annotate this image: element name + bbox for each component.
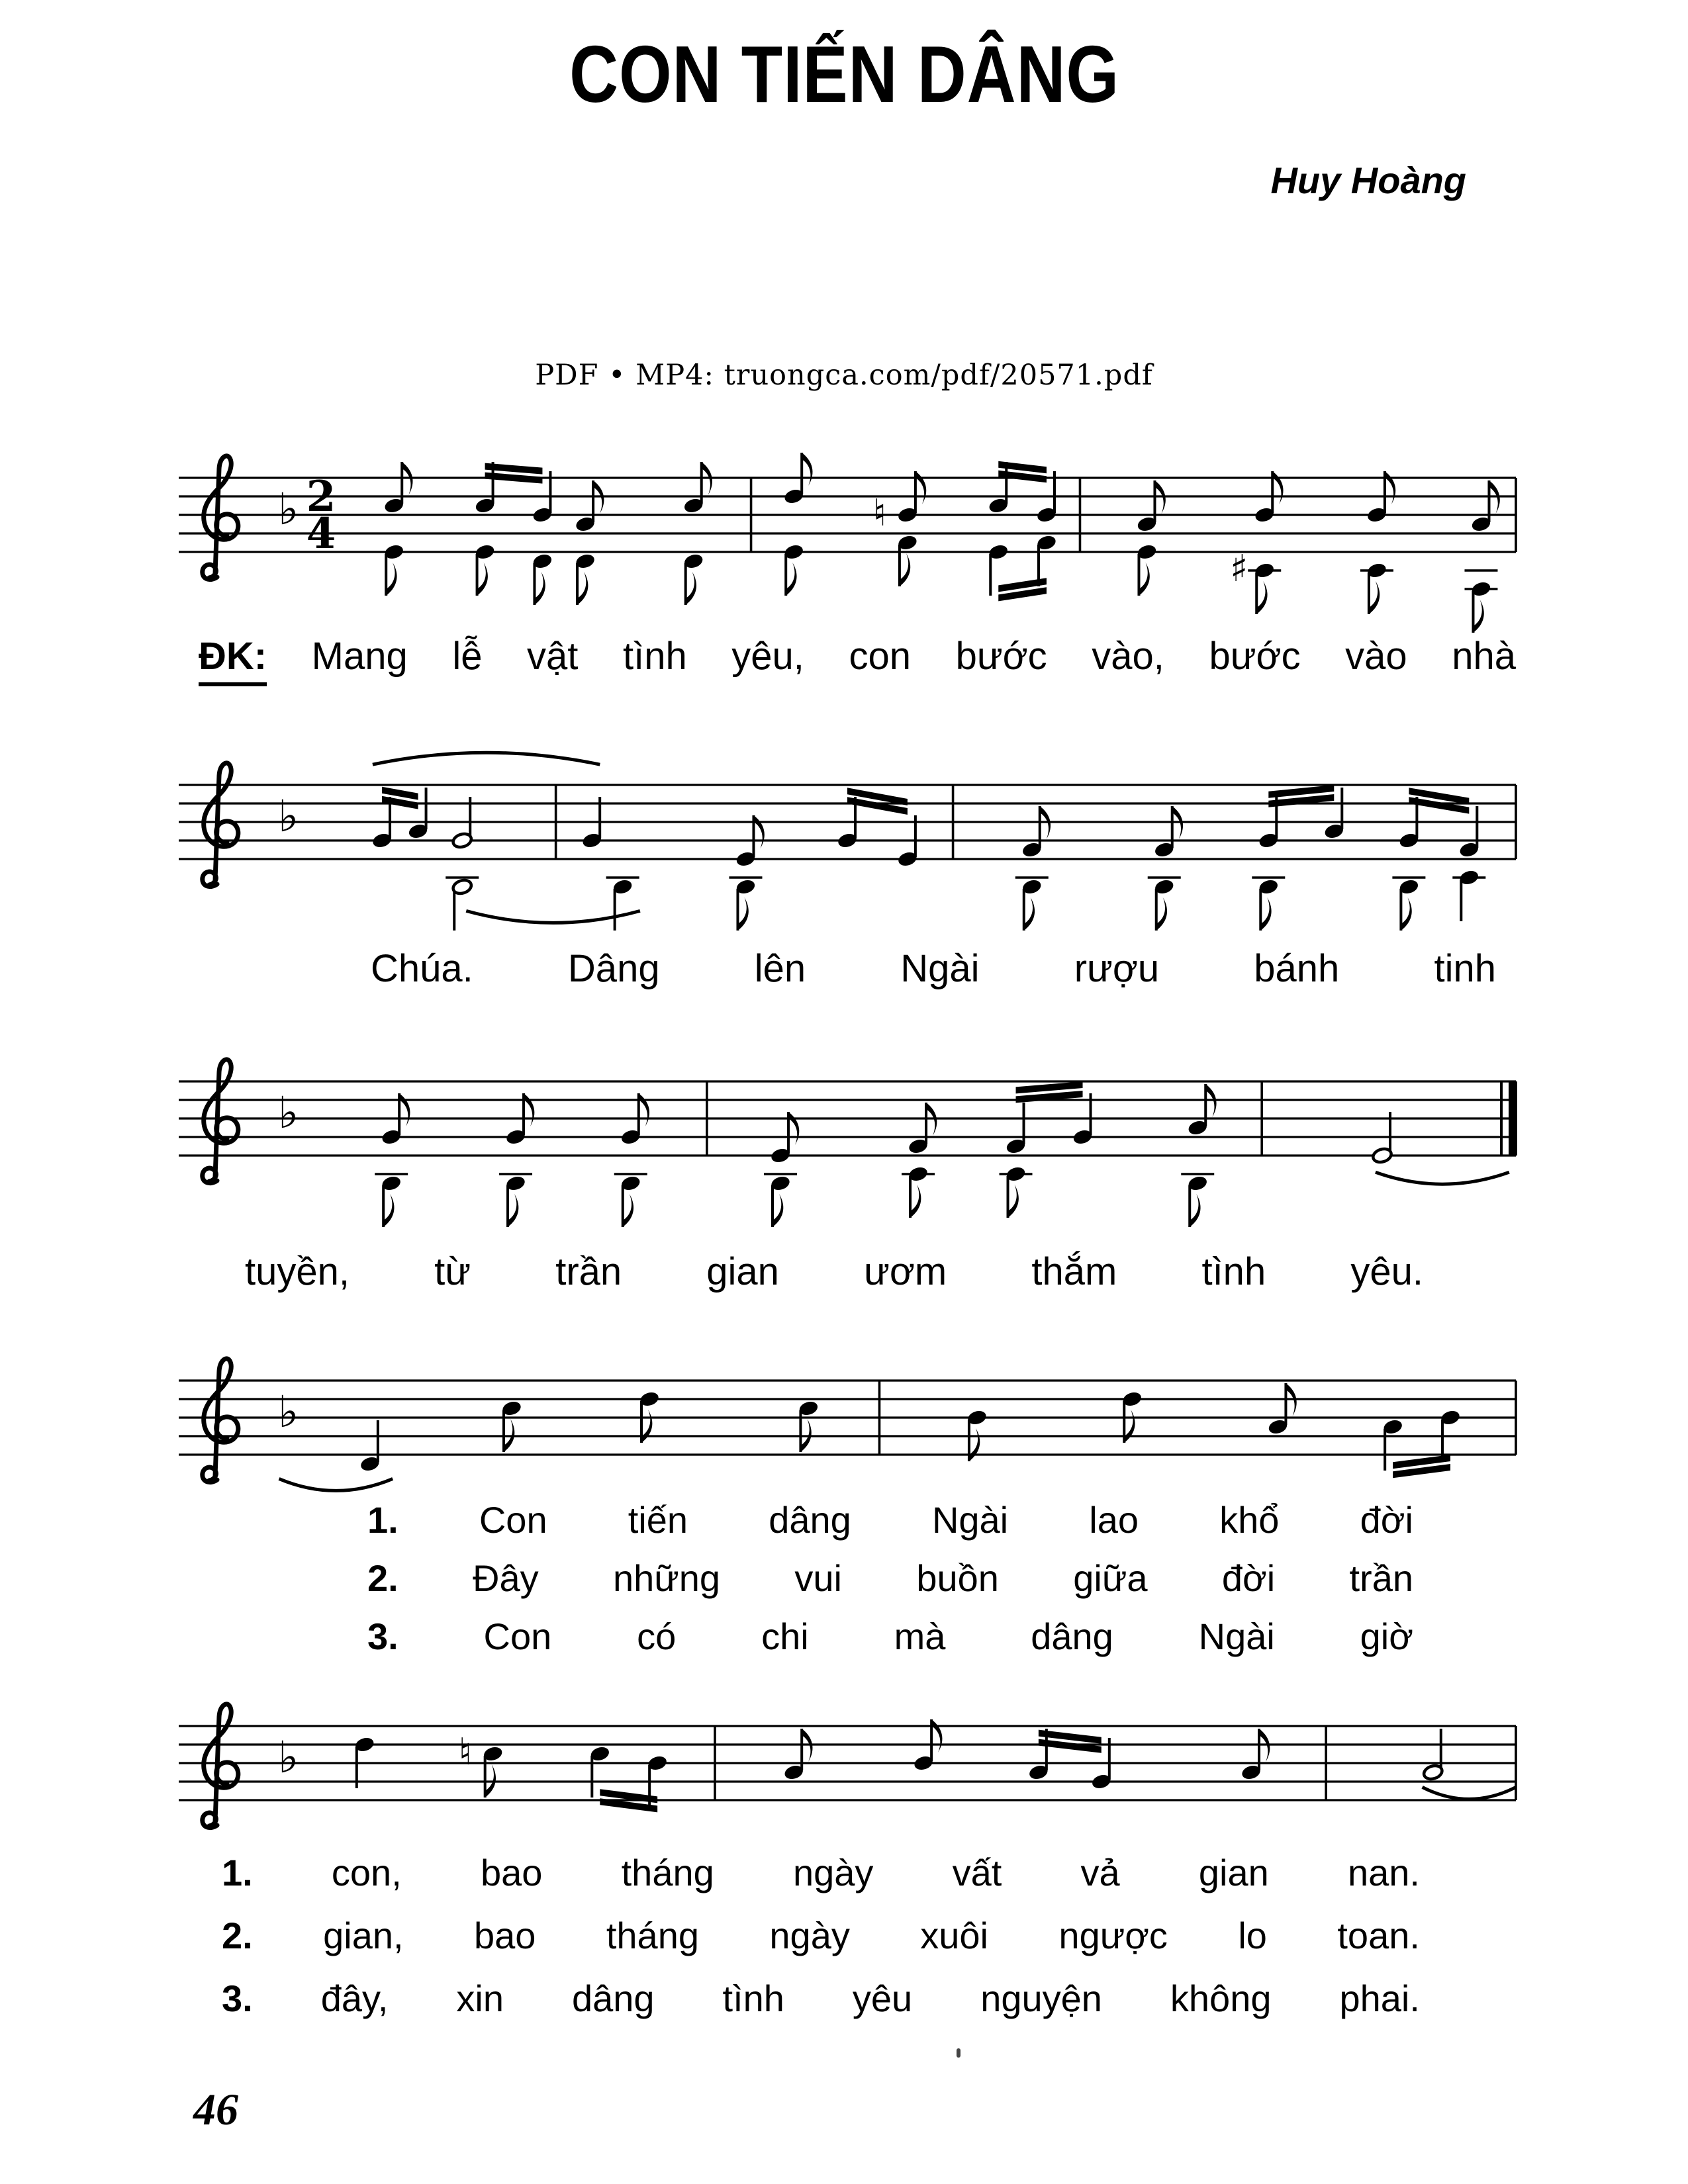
accidental-natural: ♮ [872,492,886,535]
pdf-link-text: PDF • MP4: truongca.com/pdf/20571.pdf [535,359,1153,392]
note-head [1470,516,1492,533]
lyric-word: tinh [1434,947,1496,990]
lyric-word: yêu, [731,635,804,678]
lyric-word: giờ [1360,1615,1413,1657]
verse-lower-line-3 [222,1976,1420,2022]
note-head [770,1175,792,1193]
accidental-natural: ♮ [458,1731,472,1774]
note-head [1470,580,1492,598]
lyric-word: lễ [452,635,483,678]
note-head [735,850,757,868]
lyric-word: đời [1360,1499,1413,1541]
key-signature-flat: ♭ [278,484,299,535]
verse-number: 3. [367,1615,399,1657]
lyric-word: xuôi [920,1915,988,1956]
lyric-word: Ngài [931,1499,1009,1541]
scan-speckle [957,2048,961,2058]
lyric-word: Đây [473,1557,539,1599]
note-head [381,1175,402,1193]
lyric-word: tình [622,635,687,678]
note-head [1187,1175,1209,1193]
note-head [612,878,633,896]
lyric-word: tháng [621,1852,714,1893]
lyric-word: bước [955,635,1047,678]
verse-number: 3. [222,1978,253,2019]
lyric-line-refrain-2 [371,945,1496,993]
lyric-word: vui [794,1557,842,1599]
lyric-word: buồn [916,1557,999,1599]
note-head [897,506,919,524]
key-signature-flat: ♭ [278,1732,299,1783]
music-staff-4 [152,1334,1556,1592]
note-head [1136,516,1158,533]
composer-name: Huy Hoàng [1270,159,1466,201]
note-head [1028,1764,1050,1782]
lyric-word: tháng [606,1915,699,1956]
note-head [1372,1147,1393,1165]
refrain-label: ĐK: [199,633,267,686]
note-head [359,1455,381,1473]
lyric-word: xin [456,1978,504,2019]
note-head [798,1400,820,1418]
verse-number: 1. [367,1499,399,1541]
note-head [913,1754,935,1772]
note-head [897,850,919,868]
lyric-word: lo [1238,1915,1267,1956]
note-head [1072,1128,1094,1146]
note-head [783,1764,805,1782]
lyric-word: trần [1349,1557,1413,1599]
lyric-word: toan. [1337,1915,1420,1956]
note-head [988,543,1009,561]
lyric-line-refrain-3 [245,1248,1423,1297]
note-head [501,1400,523,1418]
verse-number: 2. [222,1915,253,1956]
lyric-word: chi [761,1615,809,1657]
svg-text:2: 2 [306,472,336,522]
note-head [647,1754,669,1772]
lyric-word: giữa [1073,1557,1148,1599]
page-title [0,28,1688,120]
page-number: 46 [193,2084,238,2134]
note-head [1121,1390,1143,1408]
lyric-word: đây, [320,1978,389,2019]
song-title-text: CON TIẾN DÂNG [569,29,1119,119]
lyric-word: dâng [769,1499,851,1541]
note-head [1254,506,1276,524]
verse-number: 2. [367,1557,399,1599]
lyric-word: vả [1080,1852,1120,1893]
lyric-word: vất [952,1852,1002,1893]
note-head [837,832,859,850]
lyric-word: yêu [852,1978,913,2019]
lyric-word: yêu. [1350,1250,1423,1293]
note-head [1267,1418,1289,1436]
lyric-word: những [612,1557,721,1599]
lyric-word: lao [1089,1499,1139,1541]
lyric-line-refrain-1 [199,633,1516,686]
lyric-word: từ [434,1250,471,1293]
lyric-word: ngày [792,1852,874,1893]
note-head [589,1745,611,1763]
note-head [581,832,603,850]
verse-upper-line-1 [367,1497,1413,1543]
note-head [783,543,805,561]
note-head [620,1128,642,1146]
note-head [1366,506,1388,524]
note-head [505,1128,527,1146]
note-head [1398,832,1420,850]
note-head [482,1745,504,1763]
note-head [682,497,704,515]
note-head [1153,878,1175,896]
note-head [1323,823,1345,841]
lyric-word: trần [555,1250,622,1293]
lyric-word: gian [706,1250,779,1293]
lyric-word: con [849,635,911,678]
lyric-word: rượu [1074,947,1160,990]
note-head [474,543,496,561]
note-head [1091,1773,1113,1791]
note-head [407,823,429,841]
note-head [1153,841,1175,859]
lyric-word: nan. [1347,1852,1420,1893]
note-head [381,1128,402,1146]
lyric-word: thắm [1031,1250,1117,1293]
note-head [1036,506,1058,524]
lyric-word: ngày [769,1915,850,1956]
note-head [1382,1418,1404,1436]
note-head [1021,878,1043,896]
key-signature-flat: ♭ [278,791,299,842]
lyric-word: dâng [1031,1615,1113,1657]
lyric-word: phai. [1339,1978,1420,2019]
lyric-word: bánh [1254,947,1340,990]
lyric-word: Dâng [567,947,660,990]
note-head [451,878,473,896]
lyric-word: gian, [323,1915,404,1956]
lyric-word: vật [527,635,579,678]
note-head [1005,1138,1027,1156]
note-head [682,553,704,570]
note-head [770,1147,792,1165]
verse-lower-line-2 [222,1913,1420,1959]
note-head [1258,878,1280,896]
note-head [575,516,596,533]
note-head [908,1165,929,1183]
verse-lower-line-1 [222,1850,1420,1896]
note-head [1423,1764,1444,1782]
lyric-word: ươm [864,1250,947,1293]
note-head [371,832,393,850]
verse-upper-line-2 [367,1555,1413,1602]
note-head [783,488,805,506]
note-head [383,497,405,515]
lyric-word: Mang [311,635,408,678]
lyric-word: tiến [628,1499,688,1541]
lyric-word: nguyện [980,1978,1102,2019]
accidental-sharp: ♯ [1230,547,1248,590]
lyric-word: Chúa. [371,947,473,990]
note-head [1005,1165,1027,1183]
note-head [639,1390,661,1408]
key-signature-flat: ♭ [278,1087,299,1138]
note-head [575,553,596,570]
key-signature-flat: ♭ [278,1387,299,1437]
note-head [354,1736,376,1754]
note-head [383,543,405,561]
music-staff-5 [152,1680,1556,1938]
verse-number: 1. [222,1852,253,1893]
lyric-word: tình [722,1978,784,2019]
note-head [988,497,1009,515]
note-head [451,832,473,850]
lyric-word: khổ [1219,1499,1280,1541]
note-head [1021,841,1043,859]
verse-upper-line-3 [367,1614,1413,1660]
note-head [735,878,757,896]
lyric-word: bước [1209,635,1301,678]
note-head [1254,562,1276,580]
note-head [1366,562,1388,580]
lyric-word: ngược [1058,1915,1168,1956]
lyric-word: Con [479,1499,547,1541]
note-head [1036,534,1058,552]
lyric-word: có [637,1615,677,1657]
lyric-word: mà [894,1615,946,1657]
lyric-word: tình [1201,1250,1266,1293]
lyric-word: lên [754,947,806,990]
note-head [1440,1409,1462,1427]
lyric-word: không [1170,1978,1272,2019]
lyric-word: bao [480,1852,543,1893]
lyric-word: tuyền, [245,1250,350,1293]
lyric-word: nhà [1452,635,1516,678]
note-head [966,1409,988,1427]
note-head [1241,1764,1262,1782]
note-head [1258,832,1280,850]
lyric-word: Ngài [900,947,980,990]
note-head [1136,543,1158,561]
note-head [897,534,919,552]
lyric-word: Con [483,1615,552,1657]
note-head [532,506,553,524]
lyric-word: vào, [1092,635,1164,678]
lyric-word: đời [1221,1557,1276,1599]
lyric-word: dâng [571,1978,655,2019]
note-head [908,1138,929,1156]
note-head [1187,1119,1209,1137]
note-head [1458,869,1480,887]
svg-text:4: 4 [306,509,336,559]
lyric-word: vào [1345,635,1407,678]
lyric-word: gian [1198,1852,1269,1893]
note-head [620,1175,642,1193]
lyric-word: Ngài [1198,1615,1275,1657]
lyric-word: con, [331,1852,402,1893]
lyric-word: bao [473,1915,536,1956]
note-head [532,553,553,570]
note-head [1398,878,1420,896]
note-head [1458,841,1480,859]
note-head [505,1175,527,1193]
note-head [474,497,496,515]
